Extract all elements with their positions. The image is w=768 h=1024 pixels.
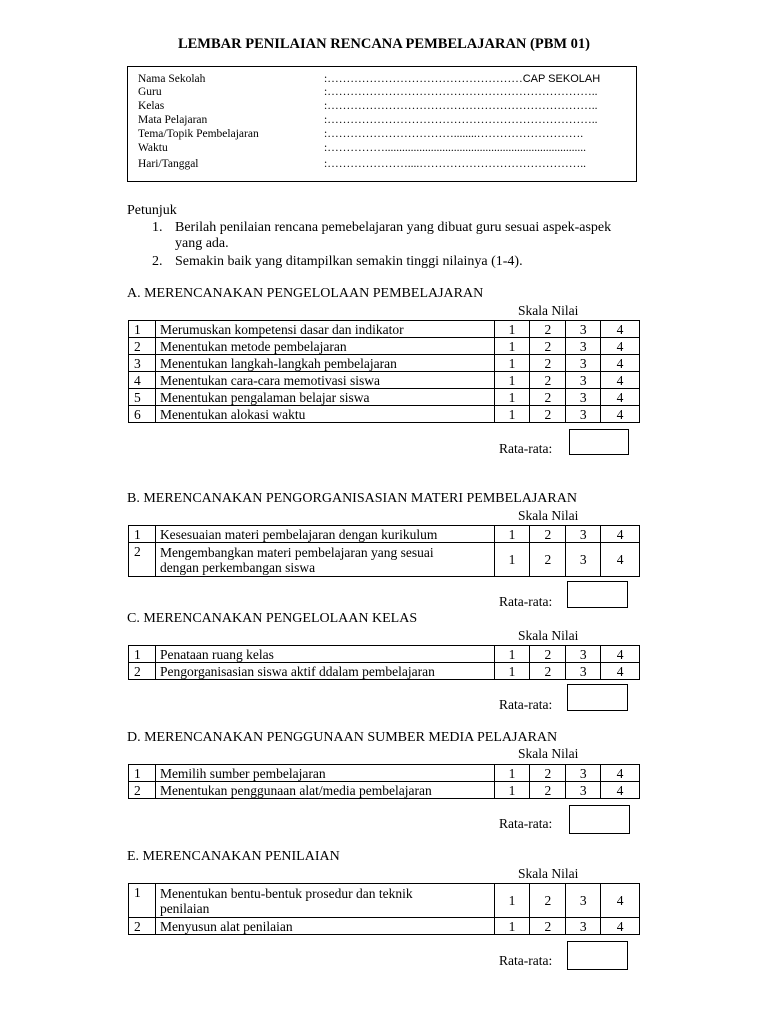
- scale-3: 3: [566, 543, 601, 577]
- info-dots: :……………………………………………………………..: [324, 100, 598, 112]
- scale-2: 2: [530, 884, 566, 918]
- scale-3: 3: [566, 765, 601, 782]
- rata-rata-label: Rata-rata:: [499, 697, 553, 712]
- info-row-tema-topik: [138, 128, 583, 141]
- scale-4: 4: [601, 918, 640, 935]
- row-text: Menentukan alokasi waktu: [155, 406, 494, 423]
- section-b-title: B. MERENCANAKAN PENGORGANISASIAN MATERI PEMBELAJARAN: [127, 491, 577, 506]
- scale-3: 3: [566, 389, 601, 406]
- info-dots: :……………………………………………: [324, 73, 523, 85]
- scale-2: 2: [530, 372, 566, 389]
- table-row: [129, 782, 640, 799]
- scale-2: 2: [530, 338, 566, 355]
- row-text: Mengembangkan materi pembelajaran yang sesuai: [159, 544, 434, 560]
- scale-3: 3: [566, 372, 601, 389]
- petunjuk-number: 1.: [152, 220, 163, 235]
- row-number: 1: [129, 765, 156, 782]
- info-dots: :……………………………........……………………….: [324, 128, 584, 140]
- rata-rata-input-b[interactable]: [567, 581, 628, 608]
- scale-2: 2: [530, 646, 566, 663]
- row-number: 5: [129, 389, 156, 406]
- info-box: [127, 66, 637, 182]
- scale-4: 4: [601, 646, 640, 663]
- scale-2: 2: [530, 765, 566, 782]
- section-e-table: [128, 883, 640, 935]
- row-number: 2: [129, 918, 156, 935]
- scale-4: 4: [601, 321, 640, 338]
- section-b-table: [128, 525, 640, 577]
- info-label: Kelas: [138, 100, 165, 112]
- scale-4: 4: [601, 526, 640, 543]
- scale-4: 4: [601, 765, 640, 782]
- row-number: 3: [129, 355, 156, 372]
- row-text: Menentukan metode pembelajaran: [155, 338, 494, 355]
- scale-2: 2: [530, 918, 566, 935]
- rata-rata-input-a[interactable]: [569, 429, 629, 455]
- skala-nilai-label: Skala Nilai: [518, 303, 579, 318]
- scale-1: 1: [494, 543, 530, 577]
- scale-1: 1: [494, 338, 530, 355]
- scale-1: 1: [494, 526, 530, 543]
- table-row: [129, 646, 640, 663]
- rata-rata-label: Rata-rata:: [499, 953, 553, 968]
- row-number: 2: [129, 543, 156, 577]
- info-row-hari-tanggal: [138, 158, 586, 171]
- info-row-kelas: [138, 100, 597, 113]
- table-row: [129, 406, 640, 423]
- info-dots: :……………......................................................................: [324, 142, 586, 154]
- skala-nilai-label: Skala Nilai: [518, 628, 579, 643]
- rata-rata-input-e[interactable]: [567, 941, 628, 970]
- row-number: 2: [129, 338, 156, 355]
- scale-1: 1: [494, 406, 530, 423]
- scale-1: 1: [494, 321, 530, 338]
- table-row: [129, 663, 640, 680]
- scale-1: 1: [494, 389, 530, 406]
- info-label: Nama Sekolah: [138, 73, 206, 85]
- skala-nilai-label: Skala Nilai: [518, 746, 579, 761]
- row-number: 1: [129, 526, 156, 543]
- scale-2: 2: [530, 389, 566, 406]
- section-e-title: E. MERENCANAKAN PENILAIAN: [127, 849, 340, 864]
- scale-4: 4: [601, 338, 640, 355]
- table-row: [129, 372, 640, 389]
- row-number: 1: [129, 646, 156, 663]
- scale-2: 2: [530, 355, 566, 372]
- section-a-title: A. MERENCANAKAN PENGELOLAAN PEMBELAJARAN: [127, 286, 484, 301]
- row-number: 6: [129, 406, 156, 423]
- skala-nilai-label: Skala Nilai: [518, 866, 579, 881]
- petunjuk-text: Berilah penilaian rencana pemebelajaran yang dibuat guru sesuai aspek-aspek: [175, 220, 612, 235]
- scale-2: 2: [530, 406, 566, 423]
- row-text-cell: [155, 543, 494, 577]
- scale-4: 4: [601, 543, 640, 577]
- table-row: [129, 389, 640, 406]
- scale-3: 3: [566, 355, 601, 372]
- row-text-cont: penilaian: [159, 900, 210, 916]
- scale-1: 1: [494, 355, 530, 372]
- row-text-cell: [155, 884, 494, 918]
- scale-4: 4: [601, 372, 640, 389]
- rata-rata-input-d[interactable]: [569, 805, 630, 834]
- row-text: Menentukan penggunaan alat/media pembelajaran: [155, 782, 494, 799]
- info-row-mata-pelajaran: [138, 114, 597, 127]
- row-text: Merumuskan kompetensi dasar dan indikator: [155, 321, 494, 338]
- row-number: 1: [129, 884, 156, 918]
- scale-4: 4: [601, 782, 640, 799]
- scale-3: 3: [566, 884, 601, 918]
- table-row: [129, 918, 640, 935]
- scale-2: 2: [530, 782, 566, 799]
- petunjuk-item-2: [152, 254, 672, 271]
- scale-3: 3: [566, 321, 601, 338]
- scale-2: 2: [530, 321, 566, 338]
- scale-1: 1: [494, 884, 530, 918]
- table-row: [129, 543, 640, 577]
- info-row-waktu: [138, 142, 586, 155]
- scale-1: 1: [494, 765, 530, 782]
- info-dots: :……………………………………………………………..: [324, 86, 598, 98]
- table-row: [129, 321, 640, 338]
- row-text: Menentukan bentu-bentuk prosedur dan teknik: [159, 885, 413, 901]
- scale-4: 4: [601, 663, 640, 680]
- scale-3: 3: [566, 663, 601, 680]
- scale-1: 1: [494, 372, 530, 389]
- scale-3: 3: [566, 338, 601, 355]
- cap-sekolah-label: CAP SEKOLAH: [522, 73, 601, 85]
- scale-2: 2: [530, 663, 566, 680]
- petunjuk-item-1: [152, 220, 672, 251]
- row-text: Menentukan cara-cara memotivasi siswa: [155, 372, 494, 389]
- scale-3: 3: [566, 646, 601, 663]
- table-row: [129, 765, 640, 782]
- scale-4: 4: [601, 406, 640, 423]
- petunjuk-text-cont: yang ada.: [175, 236, 229, 251]
- scale-4: 4: [601, 389, 640, 406]
- row-text: Menentukan langkah-langkah pembelajaran: [155, 355, 494, 372]
- table-row: [129, 355, 640, 372]
- info-label: Guru: [138, 86, 162, 98]
- info-label: Tema/Topik Pembelajaran: [138, 128, 259, 140]
- scale-4: 4: [601, 355, 640, 372]
- row-text: Kesesuaian materi pembelajaran dengan kurikulum: [155, 526, 494, 543]
- scale-1: 1: [494, 782, 530, 799]
- row-number: 2: [129, 663, 156, 680]
- scale-3: 3: [566, 918, 601, 935]
- row-text: Menentukan pengalaman belajar siswa: [155, 389, 494, 406]
- petunjuk-heading: Petunjuk: [127, 203, 177, 218]
- section-d-table: [128, 764, 640, 799]
- info-label: Mata Pelajaran: [138, 114, 208, 126]
- info-dots: :…………………....……………………………………..: [324, 158, 586, 170]
- skala-nilai-label: Skala Nilai: [518, 508, 579, 523]
- section-d-title: D. MERENCANAKAN PENGGUNAAN SUMBER MEDIA PELAJARAN: [127, 730, 558, 745]
- rata-rata-label: Rata-rata:: [499, 594, 553, 609]
- scale-3: 3: [566, 782, 601, 799]
- rata-rata-label: Rata-rata:: [499, 441, 553, 456]
- scale-1: 1: [494, 646, 530, 663]
- table-row: [129, 526, 640, 543]
- scale-4: 4: [601, 884, 640, 918]
- page-title: LEMBAR PENILAIAN RENCANA PEMBELAJARAN (PBM 01): [177, 36, 591, 52]
- info-row-guru: [138, 86, 597, 99]
- row-number: 4: [129, 372, 156, 389]
- scale-1: 1: [494, 918, 530, 935]
- table-row: [129, 884, 640, 918]
- row-text: Memilih sumber pembelajaran: [155, 765, 494, 782]
- petunjuk-number: 2.: [152, 254, 163, 269]
- info-label: Waktu: [138, 142, 168, 154]
- rata-rata-label: Rata-rata:: [499, 816, 553, 831]
- row-number: 2: [129, 782, 156, 799]
- section-c-table: [128, 645, 640, 680]
- scale-1: 1: [494, 663, 530, 680]
- rata-rata-input-c[interactable]: [567, 684, 628, 711]
- info-label: Hari/Tanggal: [138, 158, 199, 170]
- row-text: Menyusun alat penilaian: [155, 918, 494, 935]
- scale-2: 2: [530, 526, 566, 543]
- scale-3: 3: [566, 526, 601, 543]
- row-text: Penataan ruang kelas: [155, 646, 494, 663]
- section-a-table: [128, 320, 640, 423]
- scale-2: 2: [530, 543, 566, 577]
- petunjuk-text: Semakin baik yang ditampilkan semakin tinggi nilainya (1-4).: [175, 254, 523, 269]
- row-text: Pengorganisasian siswa aktif ddalam pembelajaran: [155, 663, 494, 680]
- section-c-title: C. MERENCANAKAN PENGELOLAAN KELAS: [127, 611, 418, 626]
- row-text-cont: dengan perkembangan siswa: [159, 559, 316, 575]
- info-dots: :……………………………………………………………..: [324, 114, 598, 126]
- row-number: 1: [129, 321, 156, 338]
- table-row: [129, 338, 640, 355]
- scale-3: 3: [566, 406, 601, 423]
- info-row-nama-sekolah: [138, 73, 600, 86]
